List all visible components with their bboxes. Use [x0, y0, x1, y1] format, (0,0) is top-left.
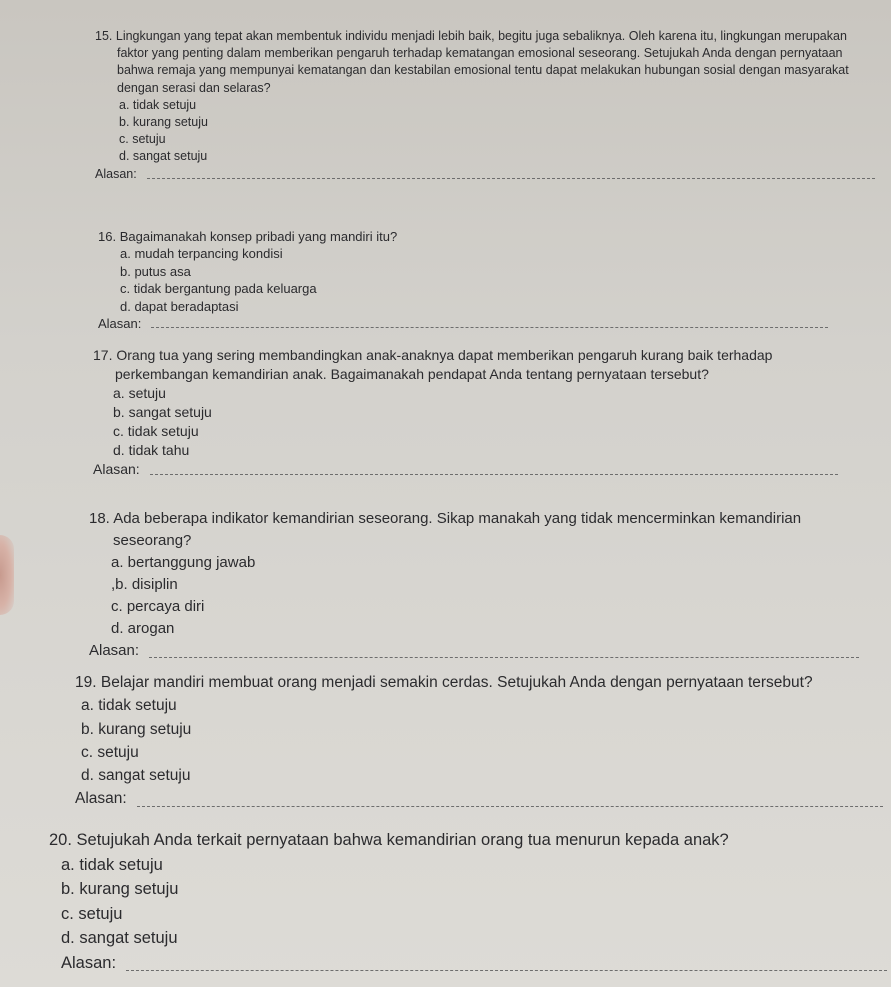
reason-answer-line[interactable]: [150, 474, 838, 475]
question-number: 17.: [93, 347, 113, 363]
question-16-text: [98, 228, 828, 245]
question-15-text: [95, 28, 875, 97]
option-b[interactable]: b. kurang setuju: [81, 720, 192, 738]
option-d[interactable]: d. sangat setuju: [119, 149, 208, 164]
option-a[interactable]: a. mudah terpancing kondisi: [120, 246, 283, 262]
reason-label: Alasan:: [75, 790, 127, 808]
reason-label: Alasan:: [61, 953, 117, 972]
question-15: [95, 28, 875, 183]
question-20: [49, 828, 887, 975]
question-prompt: Lingkungan yang tepat akan membentuk individu menjadi lebih baik, begitu juga sebaliknya. Oleh karena itu, lingkungan merupakan faktor yang penting dalam memberikan pengaruh terhadap kematangan emosional seseorang. Setujukah Anda dengan pernyataan bahwa remaja yang mempunyai kematangan dan kestabilan emosional tentu dapat melakukan hubungan sosial dengan masyarakat dengan serasi dan selaras?: [115, 29, 849, 95]
option-b[interactable]: ,b. disiplin: [111, 576, 178, 593]
reason-label: Alasan:: [95, 166, 137, 181]
options-list: [111, 552, 859, 640]
reason-label: Alasan:: [89, 642, 140, 659]
reason-row: [61, 951, 887, 976]
reason-row: [75, 787, 883, 810]
option-b[interactable]: b. putus asa: [120, 263, 191, 279]
option-c[interactable]: c. percaya diri: [111, 598, 205, 615]
question-18: [89, 508, 859, 662]
question-number: 19.: [75, 674, 97, 691]
option-d[interactable]: d. dapat beradaptasi: [120, 298, 239, 314]
option-c[interactable]: c. setuju: [61, 904, 123, 923]
question-16: [98, 228, 828, 332]
option-c[interactable]: c. setuju: [119, 132, 166, 147]
question-17: [93, 346, 838, 479]
option-a[interactable]: a. tidak setuju: [61, 855, 163, 874]
options-list: [81, 694, 883, 787]
options-list: [119, 97, 875, 166]
option-d[interactable]: d. sangat setuju: [81, 767, 191, 785]
option-d[interactable]: d. tidak tahu: [113, 442, 190, 458]
question-19-text: [75, 671, 883, 694]
question-19: [75, 671, 883, 811]
reason-row: [95, 166, 875, 183]
question-prompt: Ada beberapa indikator kemandirian seseorang. Sikap manakah yang tidak mencerminkan kemandirian seseorang?: [113, 510, 802, 549]
reason-answer-line[interactable]: [151, 327, 828, 328]
option-d[interactable]: d. arogan: [111, 620, 175, 637]
question-20-text: [49, 828, 887, 853]
option-c[interactable]: c. setuju: [81, 743, 139, 761]
reason-answer-line[interactable]: [126, 970, 887, 971]
option-a[interactable]: a. setuju: [113, 385, 166, 401]
option-c[interactable]: c. tidak bergantung pada keluarga: [120, 281, 317, 297]
reason-answer-line[interactable]: [137, 806, 883, 807]
question-prompt: Setujukah Anda terkait pernyataan bahwa kemandirian orang tua menurun kepada anak?: [76, 831, 729, 849]
option-a[interactable]: a. tidak setuju: [119, 97, 197, 112]
reason-row: [93, 460, 838, 479]
question-number: 18.: [89, 510, 110, 527]
options-list: [61, 853, 887, 951]
reason-row: [98, 315, 828, 332]
option-b[interactable]: b. sangat setuju: [113, 404, 212, 420]
question-prompt: Orang tua yang sering membandingkan anak-anaknya dapat memberikan pengaruh kurang baik terhadap perkembangan kemandirian anak. Bagaimanakah pendapat Anda tentang pernyataan tersebut?: [115, 347, 773, 382]
option-a[interactable]: a. bertanggung jawab: [111, 554, 256, 571]
question-18-text: [89, 508, 859, 552]
options-list: [120, 245, 828, 315]
question-number: 20.: [49, 831, 72, 849]
reason-label: Alasan:: [93, 461, 140, 477]
option-a[interactable]: a. tidak setuju: [81, 697, 177, 715]
reason-answer-line[interactable]: [147, 178, 875, 179]
question-17-text: [93, 346, 838, 384]
options-list: [113, 384, 838, 460]
option-c[interactable]: c. tidak setuju: [113, 423, 199, 439]
option-b[interactable]: b. kurang setuju: [119, 115, 208, 130]
thumb-shadow: [0, 535, 14, 615]
option-d[interactable]: d. sangat setuju: [61, 929, 178, 947]
reason-answer-line[interactable]: [149, 657, 859, 658]
question-number: 16.: [98, 229, 117, 244]
question-prompt: Belajar mandiri membuat orang menjadi semakin cerdas. Setujukah Anda dengan pernyataan tersebut?: [100, 674, 813, 691]
reason-row: [89, 640, 859, 662]
option-b[interactable]: b. kurang setuju: [61, 880, 179, 898]
question-number: 15.: [95, 29, 113, 43]
reason-label: Alasan:: [98, 316, 142, 332]
question-prompt: Bagaimanakah konsep pribadi yang mandiri itu?: [119, 229, 398, 244]
